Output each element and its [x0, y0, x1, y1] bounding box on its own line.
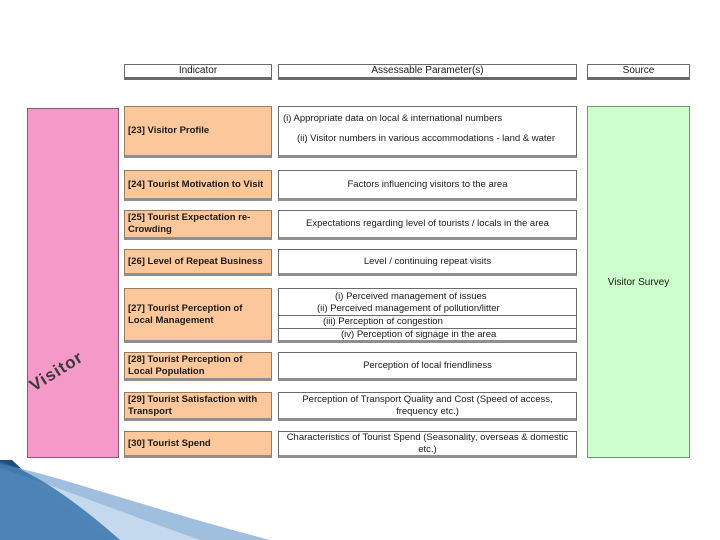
- indicator-28: [28] Tourist Perception of Local Population: [124, 352, 272, 381]
- parameter-27: [278, 288, 577, 343]
- parameter-25: Expectations regarding level of tourists / locals in the area: [278, 210, 577, 240]
- indicator-26: [26] Level of Repeat Business: [124, 249, 272, 276]
- slide-decoration: [0, 456, 300, 540]
- parameter-27-item-2: (ii) Perceived management of pollution/litter: [317, 303, 500, 314]
- category-block: [27, 108, 119, 458]
- indicator-25: [25] Tourist Expectation re-Crowding: [124, 210, 272, 240]
- header-parameters: Assessable Parameter(s): [278, 64, 577, 80]
- parameter-27-item-3: (iii) Perception of congestion: [323, 316, 443, 327]
- indicator-30: [30] Tourist Spend: [124, 431, 272, 458]
- indicator-29: [29] Tourist Satisfaction with Transport: [124, 392, 272, 421]
- parameter-29: Perception of Transport Quality and Cost (Speed of access, frequency etc.): [278, 392, 577, 421]
- parameter-28: Perception of local friendliness: [278, 352, 577, 381]
- header-source: Source: [587, 64, 690, 80]
- category-label: Visitor: [26, 347, 87, 396]
- source-cell: Visitor Survey: [587, 106, 690, 458]
- parameter-23-item-2: (ii) Visitor numbers in various accommodations - land & water: [296, 133, 555, 144]
- parameter-23: [278, 106, 577, 158]
- header-indicator: Indicator: [124, 64, 272, 80]
- indicator-24: [24] Tourist Motivation to Visit: [124, 170, 272, 201]
- parameter-27-item-1: (i) Perceived management of issues: [335, 291, 487, 302]
- parameter-26: Level / continuing repeat visits: [278, 249, 577, 276]
- indicator-23: [23] Visitor Profile: [124, 106, 272, 158]
- parameter-30: Characteristics of Tourist Spend (Seasonality, overseas & domestic etc.): [278, 431, 577, 458]
- parameter-24: Factors influencing visitors to the area: [278, 170, 577, 201]
- parameter-23-item-1: (i) Appropriate data on local & international numbers: [283, 113, 503, 124]
- indicator-27: [27] Tourist Perception of Local Management: [124, 288, 272, 343]
- parameter-27-item-4: (iv) Perception of signage in the area: [341, 329, 497, 340]
